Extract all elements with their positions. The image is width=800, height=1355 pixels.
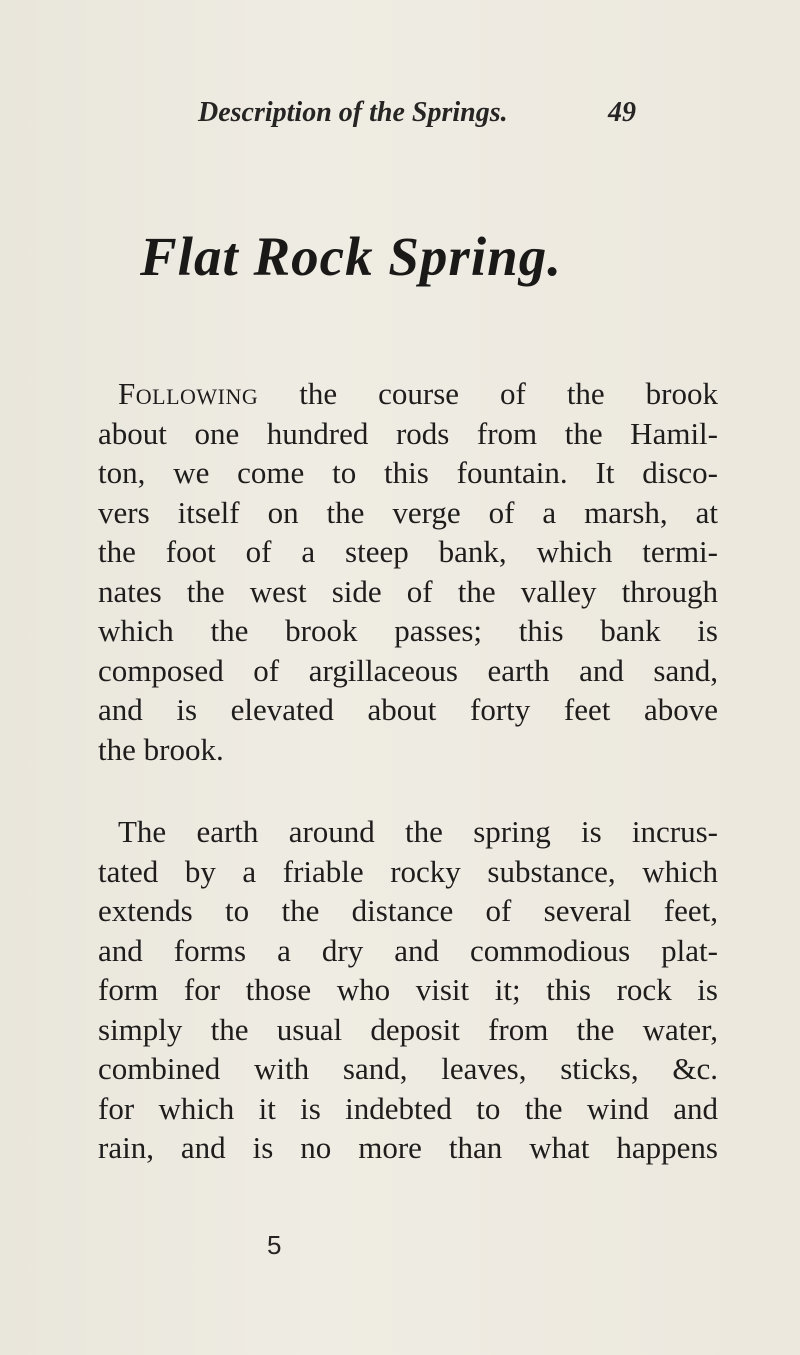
paragraph-line: nates the west side of the valley through: [98, 573, 718, 609]
paragraph-line: simply the usual deposit from the water,: [98, 1011, 718, 1047]
paragraph-1: [98, 374, 718, 769]
paragraph-line: composed of argillaceous earth and sand,: [98, 652, 718, 688]
page-number: 49: [608, 97, 636, 128]
paragraph-line: the brook.: [98, 731, 224, 767]
paragraph-line: which the brook passes; this bank is: [98, 613, 718, 648]
paragraph-line: The earth around the spring is incrus-: [118, 814, 718, 849]
paragraph-line: and is elevated about forty feet above: [98, 692, 718, 727]
paragraph-line: for which it is indebted to the wind and: [98, 1090, 718, 1126]
paragraph-line: form for those who visit it; this rock is: [98, 972, 718, 1007]
paragraph-line: about one hundred rods from the Hamil-: [98, 415, 718, 451]
paragraph-line: the foot of a steep bank, which termi-: [98, 534, 718, 569]
signature-mark: 5: [267, 1230, 282, 1260]
paragraph-line: combined with sand, leaves, sticks, &c.: [98, 1051, 718, 1086]
paragraph-line: ton, we come to this fountain. It disco-: [98, 455, 718, 490]
paragraph-line: extends to the distance of several feet,: [98, 893, 718, 928]
paragraph-line: vers itself on the verge of a marsh, at: [98, 494, 718, 530]
paragraph-line: [98, 374, 718, 414]
running-title: Description of the Springs.: [198, 97, 508, 128]
line-text: the course of the brook: [258, 376, 718, 411]
paragraph-line: and forms a dry and commodious plat-: [98, 932, 718, 968]
running-head: [198, 91, 638, 135]
section-title: Flat Rock Spring.: [140, 226, 562, 287]
paragraph-line: rain, and is no more than what happens: [98, 1130, 718, 1165]
paragraph-2: [98, 812, 718, 1168]
lead-word: Following: [118, 376, 259, 411]
paragraph-line: tated by a friable rocky substance, which: [98, 853, 718, 889]
